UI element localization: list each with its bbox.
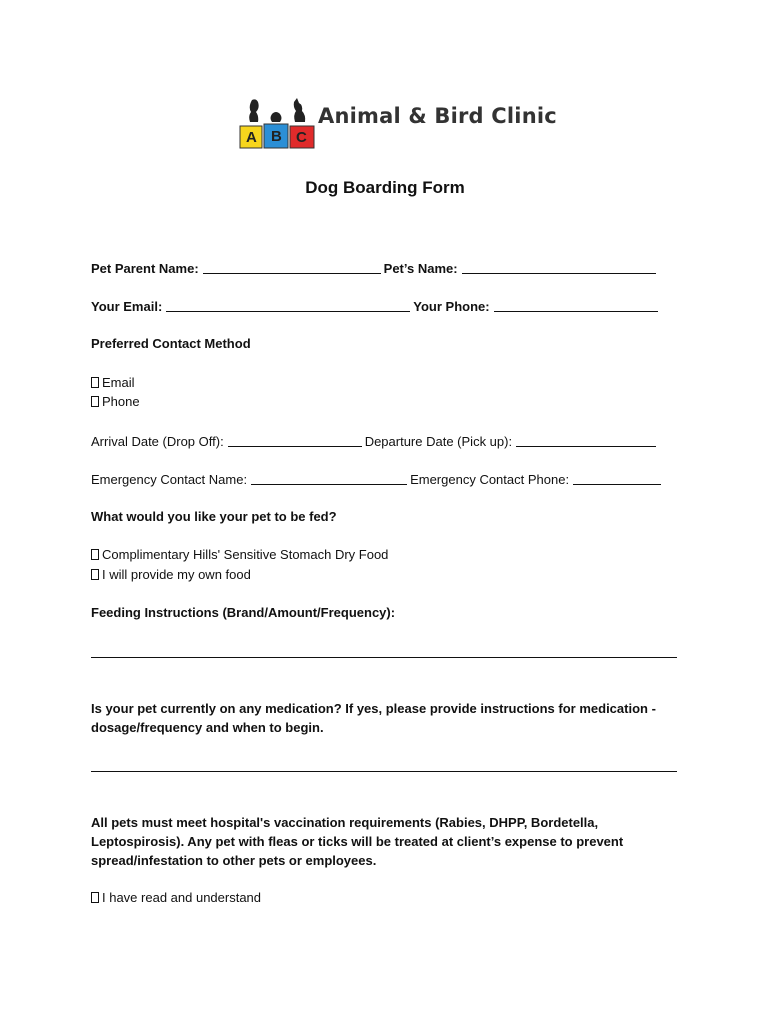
acknowledge-option[interactable] (91, 890, 261, 905)
emergency-phone-field[interactable] (573, 471, 661, 485)
checkbox-icon[interactable] (91, 569, 99, 580)
checkbox-icon[interactable] (91, 396, 99, 407)
feeding-option-own[interactable] (91, 567, 251, 582)
feeding-instructions-label: Feeding Instructions (Brand/Amount/Frequency): (91, 605, 396, 620)
block-letter-b: B (271, 128, 282, 145)
feeding-option-hills[interactable] (91, 547, 388, 562)
form-title: Dog Boarding Form (305, 178, 465, 197)
arrival-label: Arrival Date (Drop Off): (91, 434, 224, 449)
vaccination-notice: All pets must meet hospital's vaccination requirements (Rabies, DHPP, Bordetella, Leptospirosis). Any pet with fleas or ticks will be treated at client’s expense to prevent spread/infestation to other pets or employees. (91, 815, 624, 868)
emergency-name-label: Emergency Contact Name: (91, 472, 248, 487)
feeding-option-label: I will provide my own food (102, 567, 251, 582)
departure-field[interactable] (516, 433, 656, 447)
pet-parent-row (91, 260, 659, 276)
clinic-name: Animal & Bird Clinic (318, 104, 557, 128)
arrival-field[interactable] (228, 433, 362, 447)
emergency-phone-label: Emergency Contact Phone: (410, 472, 570, 487)
email-label: Your Email: (91, 299, 163, 314)
medication-question: Is your pet currently on any medication? If yes, please provide instructions for medication - dosage/frequency and when to begin. (91, 701, 656, 735)
contact-method-heading: Preferred Contact Method (91, 336, 251, 351)
block-letter-c: C (296, 129, 307, 146)
contact-option-label: Email (102, 375, 135, 390)
checkbox-icon[interactable] (91, 549, 99, 560)
phone-field[interactable] (494, 298, 658, 312)
contact-option-phone[interactable] (91, 394, 140, 409)
clinic-logo (238, 98, 557, 150)
acknowledge-label: I have read and understand (102, 890, 262, 905)
email-phone-row (91, 298, 661, 314)
email-field[interactable] (166, 298, 410, 312)
pet-name-field[interactable] (462, 260, 656, 274)
phone-label: Your Phone: (413, 299, 490, 314)
feeding-option-label: Complimentary Hills' Sensitive Stomach Dry Food (102, 547, 389, 562)
emergency-name-field[interactable] (251, 471, 407, 485)
contact-option-email[interactable] (91, 375, 135, 390)
contact-option-label: Phone (102, 394, 140, 409)
pet-parent-label: Pet Parent Name: (91, 261, 199, 276)
pet-name-label: Pet’s Name: (383, 261, 458, 276)
emergency-row (91, 471, 664, 487)
checkbox-icon[interactable] (91, 377, 99, 388)
dates-row (91, 433, 659, 449)
pet-parent-field[interactable] (203, 260, 381, 274)
feeding-instructions-field[interactable] (91, 657, 677, 658)
medication-field[interactable] (91, 771, 677, 772)
block-letter-a: A (246, 129, 257, 146)
feeding-heading: What would you like your pet to be fed? (91, 509, 337, 524)
departure-label: Departure Date (Pick up): (364, 434, 513, 449)
checkbox-icon[interactable] (91, 892, 99, 903)
